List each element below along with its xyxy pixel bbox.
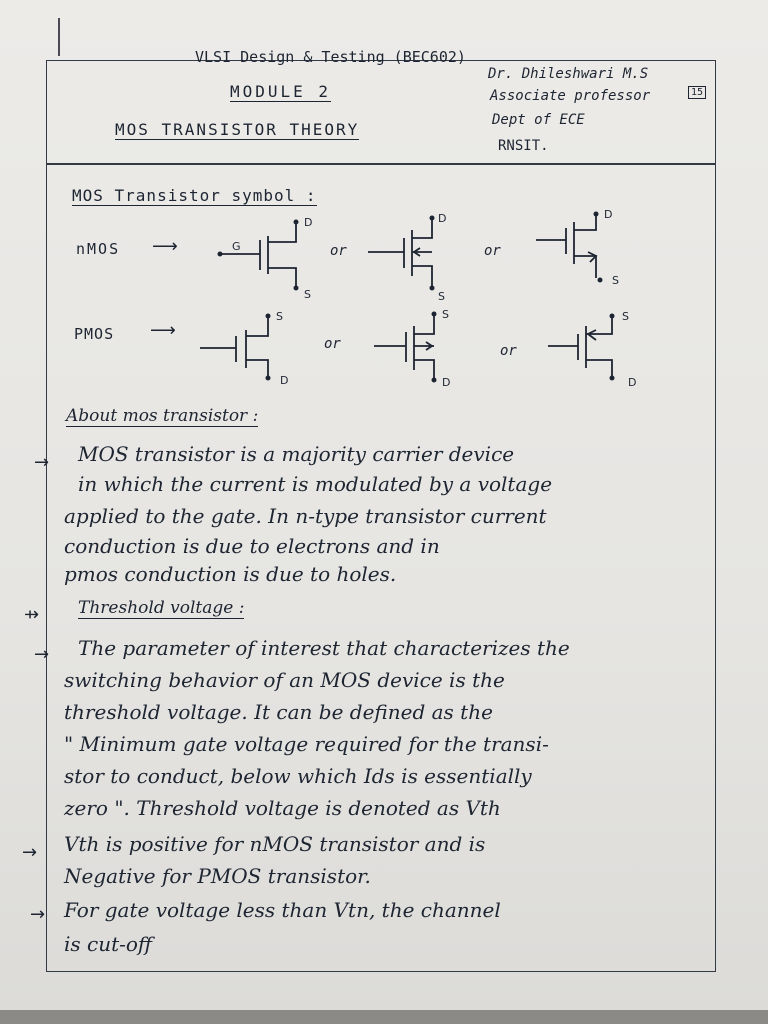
- or-text: or: [484, 243, 501, 259]
- page-number: 15: [688, 86, 706, 99]
- author-name: Dr. Dhileshwari M.S: [488, 66, 649, 82]
- threshold-line: The parameter of interest that characterizes the: [78, 636, 570, 660]
- about-arrow: →: [34, 452, 50, 473]
- pmos-symbol-2: [368, 306, 468, 398]
- symbol-heading-text: MOS Transistor symbol :: [72, 186, 317, 205]
- or-text: or: [324, 336, 341, 352]
- or-text: or: [500, 343, 517, 359]
- threshold-line: switching behavior of an MOS device is the: [64, 668, 505, 692]
- pmos-symbol-3: [542, 306, 642, 392]
- nmos-gate-letter: G: [232, 240, 241, 253]
- or-text: or: [330, 243, 347, 259]
- designation: Associate professor: [490, 88, 651, 104]
- about-line: in which the current is modulated by a voltage: [78, 472, 553, 496]
- threshold-heading: [78, 598, 244, 618]
- header-divider: [46, 163, 716, 165]
- institute: RNSIT.: [498, 138, 549, 154]
- symbol-heading: [72, 186, 317, 205]
- pmos3-drain-letter: D: [628, 376, 637, 389]
- pmos-arrow: ⟶: [150, 320, 176, 341]
- vth-line: Vth is positive for nMOS transistor and is: [64, 832, 486, 856]
- vth-arrow: →: [22, 842, 38, 863]
- module-title: MODULE 2: [230, 82, 332, 101]
- topic-title: [115, 120, 359, 139]
- threshold-arrow: →: [34, 644, 50, 665]
- threshold-heading-text: Threshold voltage :: [78, 598, 245, 618]
- nmos-symbol-1: [210, 212, 320, 302]
- about-line: pmos conduction is due to holes.: [64, 562, 397, 586]
- nmos-symbol-3: [528, 206, 628, 290]
- gate-voltage-arrow: →: [30, 904, 46, 925]
- vth-line: Negative for PMOS transistor.: [64, 864, 371, 888]
- gate-voltage-line: is cut-off: [64, 932, 153, 956]
- about-line: MOS transistor is a majority carrier device: [78, 442, 515, 466]
- nmos2-drain-letter: D: [438, 212, 447, 225]
- threshold-line: zero ". Threshold voltage is denoted as Vth: [64, 796, 501, 820]
- threshold-line: " Minimum gate voltage required for the transi-: [64, 732, 549, 756]
- pmos2-drain-letter: D: [442, 376, 451, 389]
- pmos3-source-letter: S: [622, 310, 629, 323]
- threshold-line: stor to conduct, below which Ids is essentially: [64, 764, 532, 788]
- threshold-line: threshold voltage. It can be defined as the: [64, 700, 493, 724]
- nmos2-source-letter: S: [438, 290, 445, 303]
- pmos1-source-letter: S: [276, 310, 283, 323]
- nmos-symbol-2: [360, 210, 460, 302]
- nmos-arrow: ⟶: [152, 236, 178, 257]
- nmos3-drain-letter: D: [604, 208, 613, 221]
- department: Dept of ECE: [492, 112, 585, 128]
- threshold-marker-arrow: ⇸: [24, 604, 40, 625]
- topic-text: MOS TRANSISTOR THEORY: [115, 120, 360, 139]
- pmos-symbol-1: [196, 306, 306, 396]
- pmos2-source-letter: S: [442, 308, 449, 321]
- about-heading-text: About mos transistor :: [66, 406, 259, 426]
- pmos1-drain-letter: D: [280, 374, 289, 387]
- gate-voltage-line: For gate voltage less than Vtn, the channel: [64, 898, 501, 922]
- course-title: VLSI Design & Testing (BEC602): [195, 48, 466, 66]
- about-line: applied to the gate. In n-type transistor current: [64, 504, 547, 528]
- nmos1-drain-letter: D: [304, 216, 313, 229]
- about-heading: [66, 406, 258, 426]
- pmos-label: PMOS: [74, 325, 115, 343]
- margin-line: [58, 18, 60, 56]
- nmos-label: nMOS: [76, 240, 121, 258]
- nmos1-source-letter: S: [304, 288, 311, 301]
- nmos3-source-letter: S: [612, 274, 619, 287]
- about-line: conduction is due to electrons and in: [64, 534, 440, 558]
